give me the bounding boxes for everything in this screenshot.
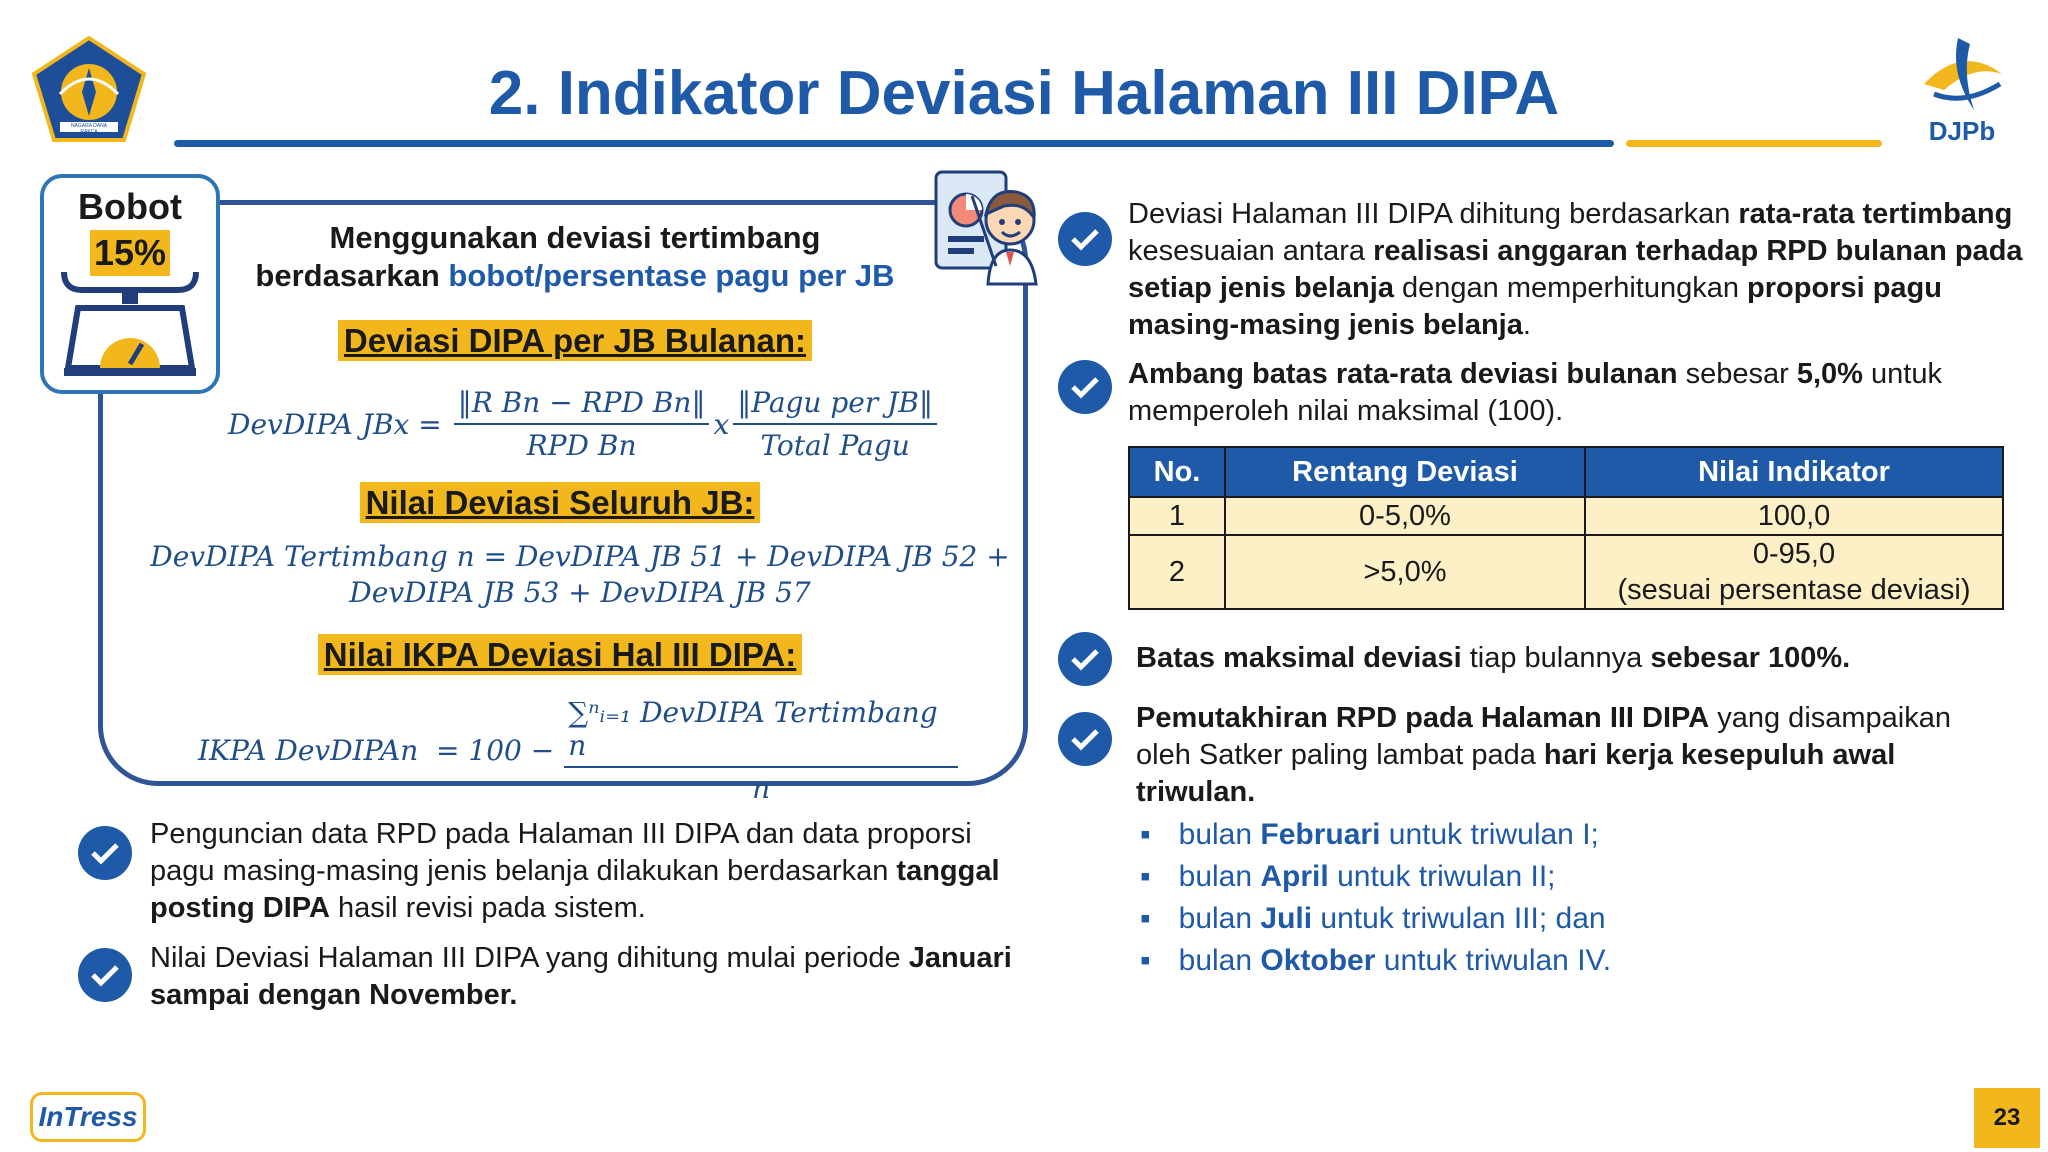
- p4-a: Pemutakhiran RPD pada Halaman III DIPA: [1136, 702, 1710, 734]
- table-header-no: No.: [1129, 447, 1225, 497]
- p1-g: .: [1522, 309, 1531, 341]
- month-name: Februari: [1260, 818, 1381, 851]
- check-icon: [1058, 212, 1112, 266]
- p3-a: Batas maksimal deviasi: [1136, 642, 1462, 674]
- bobot-label: Bobot: [78, 186, 182, 227]
- djpb-logo: [1914, 34, 2010, 144]
- title-underline-gold: [1626, 140, 1882, 147]
- right-paragraph-2: [1128, 356, 2008, 430]
- p1-c: kesesuaian antara: [1128, 235, 1374, 267]
- left-bullet-2: [150, 940, 1050, 1014]
- table-row: [1129, 535, 2003, 609]
- formula3-den: n: [752, 772, 771, 805]
- month-name: Oktober: [1260, 944, 1376, 977]
- p3-c: sebesar 100%.: [1650, 642, 1851, 674]
- month-name: April: [1260, 860, 1329, 893]
- heading-deviasi-per-jb: Deviasi DIPA per JB Bulanan:: [338, 320, 812, 361]
- p4-b: yang disampaikan oleh Satker paling lambat pada: [1136, 702, 1952, 771]
- formula1-den2: Total Pagu: [760, 429, 910, 462]
- formula1-frac2: [733, 386, 937, 462]
- heading-nilai-ikpa: Nilai IKPA Deviasi Hal III DIPA:: [318, 634, 803, 675]
- table-cell: 0-5,0%: [1225, 497, 1585, 535]
- month-post: untuk triwulan IV.: [1375, 944, 1612, 977]
- month-pre: bulan: [1178, 902, 1261, 935]
- month-post: untuk triwulan I;: [1380, 818, 1599, 851]
- p1-a: Deviasi Halaman III DIPA dihitung berdasarkan: [1128, 198, 1739, 230]
- title-underline-blue: [174, 140, 1614, 147]
- p2-a: Ambang batas rata-rata deviasi bulanan: [1128, 358, 1678, 390]
- table-cell: 100,0: [1585, 497, 2003, 535]
- formula1-lhs: DevDIPA JBx =: [228, 407, 442, 441]
- djpb-logo-text: DJPb: [1928, 116, 1996, 146]
- heading-deviasi-seluruh-jb: Nilai Deviasi Seluruh JB:: [360, 482, 761, 523]
- intress-logo: [30, 1092, 146, 1142]
- formula1-den1: RPD Bn: [526, 429, 637, 462]
- heading-ikpa-wrap: [230, 636, 890, 674]
- table-cell-multiline: [1585, 535, 2003, 609]
- table-cell: 1: [1129, 497, 1225, 535]
- formula3-lhs: IKPA DevDIPAn = 100 −: [198, 734, 555, 767]
- month-post: untuk triwulan III; dan: [1312, 902, 1606, 935]
- heading-all-wrap: [230, 484, 890, 522]
- p2-d: untuk memperoleh nilai maksimal (100).: [1128, 358, 1942, 427]
- p1-e: dengan memperhitungkan: [1393, 272, 1748, 304]
- right-paragraph-4: [1136, 700, 1996, 811]
- formula-ikpa: [198, 696, 958, 805]
- intro-line-2-blue: bobot/persentase pagu per JB: [448, 258, 895, 293]
- formula1-num2: ‖Pagu per JB‖: [733, 386, 937, 425]
- formula-tertimbang-line-1: DevDIPA Tertimbang n = DevDIPA JB 51 + DevDIPA JB 52 +: [150, 540, 1010, 573]
- formula3-num: ∑ⁿᵢ₌₁ DevDIPA Tertimbang n: [564, 696, 958, 768]
- check-icon: [78, 826, 132, 880]
- heading-jb-wrap: [230, 322, 920, 360]
- table-cell: >5,0%: [1225, 535, 1585, 609]
- table-cell: 2: [1129, 535, 1225, 609]
- bobot-percent: 15%: [90, 230, 170, 276]
- right-paragraph-3: [1136, 640, 2016, 677]
- seal-text: NAGARA DANA RAKCA: [70, 123, 108, 135]
- check-icon: [1058, 712, 1112, 766]
- formula1-num1: ‖R Bn − RPD Bn‖: [454, 386, 710, 425]
- month-pre: bulan: [1178, 818, 1261, 851]
- month-post: untuk triwulan II;: [1328, 860, 1556, 893]
- p1-b: rata-rata tertimbang: [1738, 198, 2013, 230]
- list-item: [1140, 860, 2000, 894]
- table-cell-line: 0-95,0: [1752, 538, 1836, 570]
- left-bullet-1-text: Penguncian data RPD pada Halaman III DIPA dan data proporsi pagu masing-masing jenis belanja dilakukan berdasarkan: [150, 818, 972, 887]
- scale-icon: [58, 264, 202, 380]
- list-item: [1140, 902, 2000, 936]
- month-name: Juli: [1260, 902, 1313, 935]
- check-icon: [78, 948, 132, 1002]
- p4-c: hari kerja kesepuluh awal triwulan.: [1136, 739, 1896, 808]
- table-header-row: [1129, 447, 2003, 497]
- formula1-times: x: [713, 407, 730, 441]
- check-icon: [1058, 632, 1112, 686]
- left-bullet-2-bold: Januari sampai dengan November.: [150, 942, 1012, 1011]
- left-bullet-2-text: Nilai Deviasi Halaman III DIPA yang dihitung mulai periode: [150, 942, 909, 974]
- p2-b: sebesar: [1677, 358, 1797, 390]
- intro-line-2-plain: berdasarkan: [255, 258, 449, 293]
- p1-d: realisasi anggaran terhadap RPD bulanan pada setiap jenis belanja: [1128, 235, 2023, 304]
- formula-tertimbang-line-2: DevDIPA JB 53 + DevDIPA JB 57: [349, 576, 811, 609]
- check-icon: [1058, 360, 1112, 414]
- month-list: [1140, 818, 2000, 986]
- table-cell-line: (sesuai persentase deviasi): [1617, 574, 1971, 606]
- list-item: [1140, 944, 2000, 978]
- table-row: [1129, 497, 2003, 535]
- teacher-illustration: [932, 166, 1044, 286]
- month-pre: bulan: [1178, 944, 1261, 977]
- p1-f: proporsi pagu masing-masing jenis belanja: [1128, 272, 1942, 341]
- formula-devdipa-jb: [228, 386, 948, 462]
- intro-line-2: [230, 258, 920, 294]
- page-number: 23: [1974, 1088, 2040, 1148]
- right-paragraph-1: [1128, 196, 2028, 344]
- left-bullet-1-post: hasil revisi pada sistem.: [329, 892, 646, 924]
- left-bullet-1: [150, 816, 1030, 927]
- formula1-frac1: [454, 386, 710, 462]
- page-title: 2. Indikator Deviasi Halaman III DIPA: [488, 59, 1560, 128]
- formula3-frac: [564, 696, 958, 805]
- intro-line-1: Menggunakan deviasi tertimbang: [329, 220, 821, 255]
- table-header-rentang: Rentang Deviasi: [1225, 447, 1585, 497]
- list-item: [1140, 818, 2000, 852]
- left-bullet-1-bold: tanggal posting DIPA: [150, 855, 1000, 924]
- month-pre: bulan: [1178, 860, 1261, 893]
- intress-logo-text: InTress: [38, 1101, 138, 1132]
- p3-b: tiap bulannya: [1461, 642, 1651, 674]
- deviasi-table: [1128, 446, 2004, 610]
- p2-c: 5,0%: [1796, 358, 1863, 390]
- table-header-nilai: Nilai Indikator: [1585, 447, 2003, 497]
